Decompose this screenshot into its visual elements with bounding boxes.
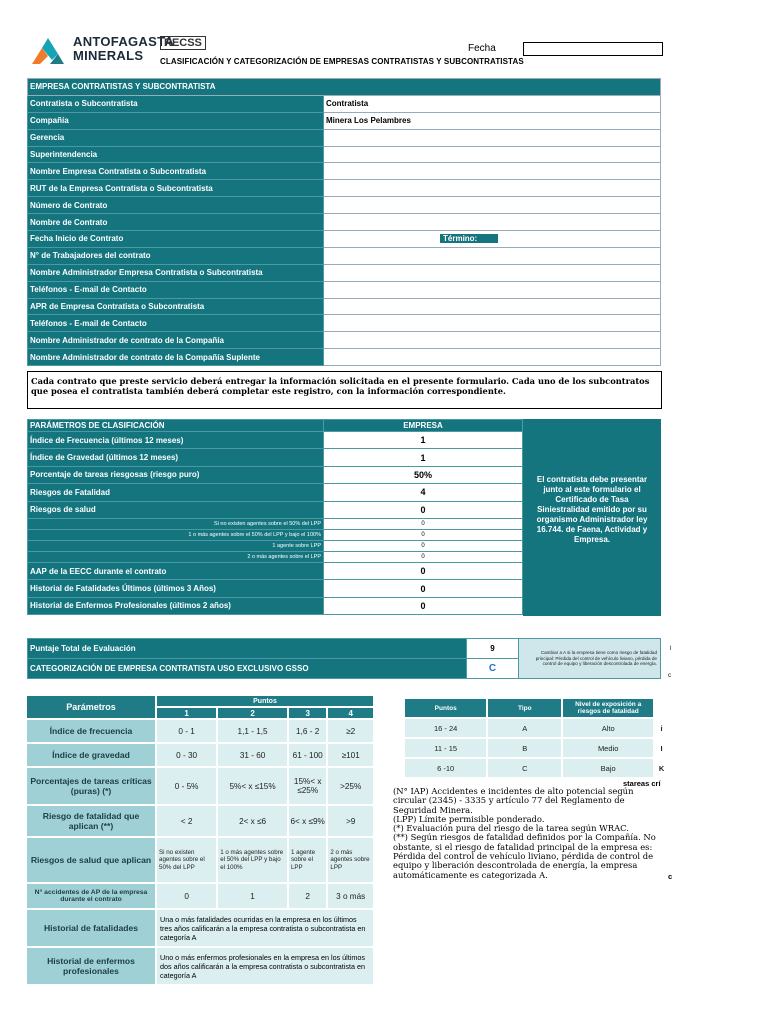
scoring-cell: >9 <box>328 806 373 836</box>
field-value[interactable] <box>324 332 661 349</box>
puntos-header: Puntos <box>157 696 373 706</box>
scoring-label: Historial de enfermos profesionales <box>27 948 155 984</box>
param-value[interactable]: 1 <box>324 449 523 466</box>
field-label: Nombre Administrador de contrato de la Compañía <box>28 332 324 349</box>
termino-label: Término: <box>440 234 498 243</box>
param-sub-value[interactable]: 0 <box>324 518 523 529</box>
scoring-cell: ≥2 <box>328 720 373 742</box>
footnote: (N° IAP) Accidentes e incidentes de alto potencial según circular (2345) - 3335 y artículo 77 del Reglamento de Seguridad Minera. <box>393 786 634 815</box>
scoring-cell: ≥101 <box>328 744 373 766</box>
field-value[interactable] <box>324 349 661 366</box>
instruction-note: Cada contrato que preste servicio deberá entregar la información solicitada en el presente formulario. Cada uno de los subcontratos que posea el contratista también deberá completar este registro, con la información correspondiente. <box>27 371 662 409</box>
param-label: Historial de Fatalidades Últimos (últimos 3 Años) <box>28 580 324 597</box>
field-label: Teléfonos - E-mail de Contacto <box>28 281 324 298</box>
scoring-label: Riesgo de fatalidad que aplican (**) <box>27 806 155 836</box>
scoring-cell: 1 o más agentes sobre el 50% del LPP y bajo el 100% <box>218 838 287 882</box>
scoring-cell: < 2 <box>157 806 216 836</box>
param-label: Porcentaje de tareas riesgosas (riesgo puro) <box>28 466 324 483</box>
field-label: Compañía <box>28 112 324 129</box>
param-label: Índice de Gravedad (últimos 12 meses) <box>28 449 324 466</box>
fecha-field[interactable] <box>523 42 663 56</box>
field-value[interactable] <box>324 315 661 332</box>
tipo-cell: 16 - 24 <box>405 719 486 737</box>
param-label: Índice de Frecuencia (últimos 12 meses) <box>28 432 324 449</box>
summary-table <box>27 638 661 679</box>
param-value[interactable]: 0 <box>324 562 523 579</box>
params-heading: PARÁMETROS DE CLASIFICACIÓN <box>28 420 324 432</box>
field-value[interactable] <box>324 163 661 180</box>
param-sub-value[interactable]: 0 <box>324 529 523 540</box>
page-title: CLASIFICACIÓN Y CATEGORIZACIÓN DE EMPRESAS CONTRATISTAS Y SUBCONTRATISTAS <box>160 57 524 66</box>
parametros-header: Parámetros <box>27 696 155 718</box>
fecha-label: Fecha <box>468 43 496 54</box>
field-value[interactable] <box>324 129 661 146</box>
params-col-header: EMPRESA <box>324 420 523 432</box>
scoring-cell: 15%< x ≤25% <box>289 768 326 804</box>
point-col: 4 <box>328 708 373 718</box>
scoring-label: Índice de gravedad <box>27 744 155 766</box>
footnote: (**) Según riesgos de fatalidad definidos por la Compañía. No obstante, si el riesgo de fatalidad principal de la empresa es: Pérdida del control de vehículo liviano, pérdida de control de equipo y liberación descontrolada de energía, la empresa automáticamente es categorizada A. <box>393 832 656 880</box>
field-value[interactable] <box>324 146 661 163</box>
param-value[interactable]: 0 <box>324 501 523 518</box>
tipo-cell: Alto <box>563 719 653 737</box>
scoring-cell: 2< x ≤6 <box>218 806 287 836</box>
tipo-table <box>403 697 670 779</box>
scoring-cell: >25% <box>328 768 373 804</box>
scoring-cell: 1 <box>218 884 287 908</box>
scoring-cell: 1,1 - 1,5 <box>218 720 287 742</box>
field-label: APR de Empresa Contratista o Subcontratista <box>28 298 324 315</box>
field-label: Contratista o Subcontratista <box>28 95 324 112</box>
field-label: Número de Contrato <box>28 197 324 214</box>
puntaje-label: Puntaje Total de Evaluación <box>28 639 467 659</box>
category-change-note: Cambiar a A si la empresa tiene como riesgo de fatalidad principal: Pérdida del control de vehículo liviano, pérdida de control de equipo y liberación descontrolada de energía. <box>519 639 661 679</box>
tipo-header: Nivel de exposición a riesgos de fatalidad <box>563 699 653 717</box>
tipo-header: Tipo <box>488 699 561 717</box>
scoring-label: N° accidentes de AP de la empresa durante el contrato <box>27 884 155 908</box>
field-label: Teléfonos - E-mail de Contacto <box>28 315 324 332</box>
edge-text: i <box>660 723 663 733</box>
categoria-value: C <box>467 659 519 679</box>
scoring-cell: Si no existen agentes sobre el 50% del LPP <box>157 838 216 882</box>
field-label: N° de Trabajadores del contrato <box>28 247 324 264</box>
tipo-cell: 11 - 15 <box>405 739 486 757</box>
edge-text: c <box>668 872 673 881</box>
param-label: Riesgos de Fatalidad <box>28 484 324 501</box>
tipo-header: Puntos <box>405 699 486 717</box>
param-value[interactable]: 0 <box>324 597 523 614</box>
scoring-cell: 5%< x ≤15% <box>218 768 287 804</box>
certificate-note: El contratista debe presentar junto al este formulario el Certificado de Tasa Siniestralidad emitido por su organismo Administrador ley 16.744. de Faena, Actividad y Empresa. <box>523 419 661 616</box>
param-sub-value[interactable]: 0 <box>324 551 523 562</box>
footnotes <box>393 787 665 880</box>
field-value[interactable] <box>324 180 661 197</box>
scoring-cell: 0 - 1 <box>157 720 216 742</box>
scoring-cell: 0 <box>157 884 216 908</box>
field-label: Nombre Administrador de contrato de la Compañía Suplente <box>28 349 324 366</box>
scoring-wide-cell: Uno o más enfermos profesionales en la empresa en los últimos dos años calificarán a la empresa contratista o subcontratista en categoría A <box>157 948 373 984</box>
param-sub-label: Si no existen agentes sobre el 50% del LPP <box>28 518 324 529</box>
edge-text: K <box>658 763 665 773</box>
edge-text: I <box>660 743 663 753</box>
scoring-wide-cell: Una o más fatalidades ocurridas en la empresa en los últimos tres años calificarán a la empresa contratista o subcontratista en categoría A <box>157 910 373 946</box>
parameters-table <box>27 419 523 615</box>
scoring-label: Porcentajes de tareas críticas (puras) (*) <box>27 768 155 804</box>
field-value[interactable]: Minera Los Pelambres <box>324 112 661 129</box>
field-label: Nombre Empresa Contratista o Subcontratista <box>28 163 324 180</box>
antofagasta-logo-icon <box>30 34 66 66</box>
recss-badge: RECSS <box>160 36 206 50</box>
param-sub-label: 2 o más agentes sobre el LPP <box>28 551 324 562</box>
field-value[interactable] <box>324 281 661 298</box>
edge-text: c <box>668 673 671 679</box>
field-label: Superintendencia <box>28 146 324 163</box>
edge-text: l <box>670 646 672 652</box>
tipo-edge-cell <box>655 699 668 717</box>
scoring-cell: 0 - 5% <box>157 768 216 804</box>
footnote: (*) Evaluación pura del riesgo de la tarea según WRAC. <box>393 823 629 834</box>
scoring-cell: 1 agente sobre el LPP <box>289 838 326 882</box>
tipo-cell: A <box>488 719 561 737</box>
point-col: 2 <box>218 708 287 718</box>
point-col: 3 <box>289 708 326 718</box>
field-label: Nombre de Contrato <box>28 214 324 231</box>
scoring-cell: 3 o más <box>328 884 373 908</box>
scoring-cell: 6< x ≤9% <box>289 806 326 836</box>
company-heading: EMPRESA CONTRATISTAS Y SUBCONTRATISTA <box>28 79 661 96</box>
field-value[interactable]: Contratista <box>324 95 661 112</box>
footnote: (LPP) Límite permisible ponderado. <box>393 813 545 824</box>
tipo-cell: Bajo <box>563 759 653 777</box>
tipo-cell: 6 -10 <box>405 759 486 777</box>
scoring-label: Historial de fatalidades <box>27 910 155 946</box>
field-value[interactable] <box>324 298 661 315</box>
puntaje-value: 9 <box>467 639 519 659</box>
field-value[interactable] <box>324 247 661 264</box>
field-label: RUT de la Empresa Contratista o Subcontratista <box>28 180 324 197</box>
field-value[interactable] <box>324 197 661 214</box>
scoring-cell: 0 - 30 <box>157 744 216 766</box>
scoring-cell: 2 <box>289 884 326 908</box>
field-value[interactable] <box>324 264 661 281</box>
param-sub-value[interactable]: 0 <box>324 540 523 551</box>
param-sub-label: 1 o más agentes sobre el 50% del LPP y bajo el 100% <box>28 529 324 540</box>
scoring-label: Riesgos de salud que aplican <box>27 838 155 882</box>
scoring-table <box>25 694 375 986</box>
param-value[interactable]: 0 <box>324 580 523 597</box>
tipo-cell: B <box>488 739 561 757</box>
field-label: Nombre Administrador Empresa Contratista o Subcontratista <box>28 264 324 281</box>
edge-text: stareas crí <box>623 779 661 788</box>
scoring-cell: 2 o más agentes sobre LPP <box>328 838 373 882</box>
point-col: 1 <box>157 708 216 718</box>
field-label: Fecha Inicio de Contrato <box>28 231 324 248</box>
param-value[interactable]: 1 <box>324 432 523 449</box>
scoring-cell: 1,6 - 2 <box>289 720 326 742</box>
param-label: Historial de Enfermos Profesionales (últimos 2 años) <box>28 597 324 614</box>
fecha-inicio-field[interactable] <box>324 231 661 248</box>
param-label: AAP de la EECC durante el contrato <box>28 562 324 579</box>
param-value[interactable]: 4 <box>324 484 523 501</box>
field-label: Gerencia <box>28 129 324 146</box>
brand-name: ANTOFAGASTA MINERALS <box>73 34 175 63</box>
param-label: Riesgos de salud <box>28 501 324 518</box>
company-info-table <box>27 78 661 366</box>
param-value[interactable]: 50% <box>324 466 523 483</box>
tipo-cell: C <box>488 759 561 777</box>
categoria-label: CATEGORIZACIÓN DE EMPRESA CONTRATISTA USO EXCLUSIVO GSSO <box>28 659 467 679</box>
field-value[interactable] <box>324 214 661 231</box>
tipo-cell: Medio <box>563 739 653 757</box>
scoring-cell: 61 - 100 <box>289 744 326 766</box>
param-sub-label: 1 agente sobre LPP <box>28 540 324 551</box>
scoring-cell: 31 - 60 <box>218 744 287 766</box>
scoring-label: Índice de frecuencia <box>27 720 155 742</box>
